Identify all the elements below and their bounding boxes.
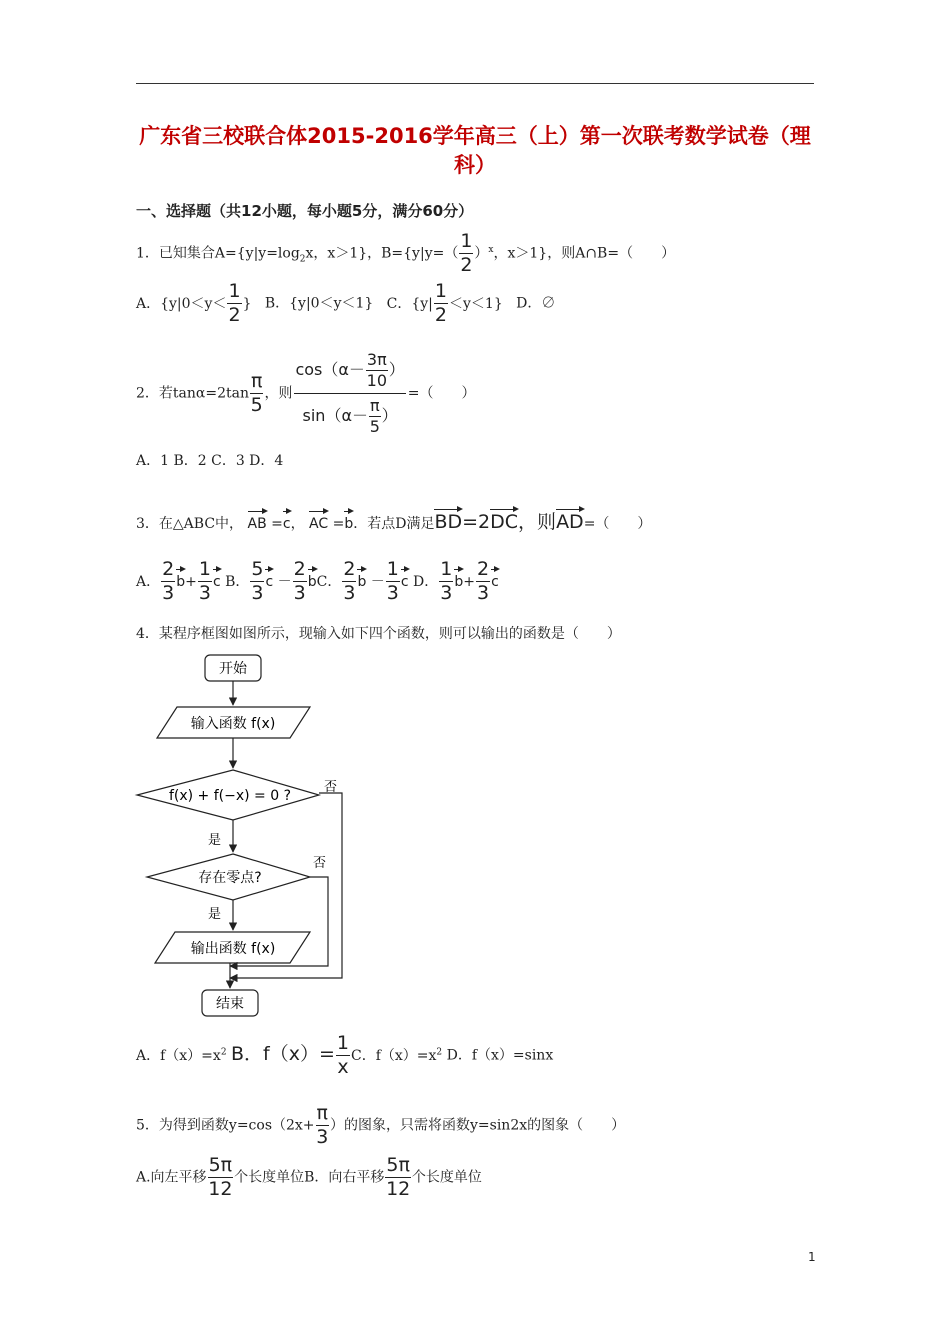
option-b: B．{y|0＜y＜1} <box>264 295 374 312</box>
flow-yes-label-1: 是 <box>208 833 222 848</box>
question-2-options: A．1 B．2 C．3 D．4 <box>136 453 284 469</box>
vector-b: b <box>344 516 354 532</box>
vector-bd: BD <box>434 511 463 533</box>
question-1-stem: 1．已知集合$A=\{y|y=\log_2x$，x＞1}，B={y|y=（ $\frac{1}{2}$ ）$^x$，x＞1}，则A∩B=（ ） <box>136 230 676 276</box>
page-number: 1 <box>808 1250 816 1264</box>
vector-ab: AB <box>247 516 267 532</box>
flow-end-label: 结束 <box>216 996 244 1012</box>
option-b: B． $\frac{5}{3}$ c － $\frac{2}{3}$ b <box>225 558 317 604</box>
vector-dc: DC <box>490 511 519 533</box>
option-c: C． $\frac{2}{3}$ b － $\frac{1}{3}$ c <box>316 558 409 604</box>
option-d: D． $\frac{1}{3}$ b+ $\frac{2}{3}$ c <box>413 558 499 604</box>
question-5-stem: 5．为得到函数y=cos（2x+ $\frac{\pi}{3}$ ）的图象，只需将函数y=sin2x的图象（ ） <box>136 1102 626 1148</box>
flow-no-label-2: 否 <box>313 856 327 871</box>
option-b: B．f（x）= $\frac{1}{x}$ <box>231 1032 349 1078</box>
vector-c: c <box>282 516 291 532</box>
flow-yes-label-2: 是 <box>208 907 222 922</box>
question-1-options <box>136 282 555 325</box>
question-4-stem: 4．某程序框图如图所示，现输入如下四个函数，则可以输出的函数是（ ） <box>136 626 621 642</box>
vector-ad: AD <box>556 511 584 533</box>
flow-input-label: 输入函数 f(x) <box>190 716 276 732</box>
page-title: 广东省三校联合体2015-2016学年高三（上）第一次联考数学试卷（理科） <box>139 124 811 177</box>
flow-decision-zero-label: 存在零点? <box>198 870 262 886</box>
section-heading: 一、选择题（共12小题，每小题5分，满分60分） <box>136 202 474 220</box>
vector-ac: AC <box>309 516 329 532</box>
option-a: A． $\frac{2}{3}$ b+ $\frac{1}{3}$ c <box>136 558 221 604</box>
flow-start-label: 开始 <box>219 661 247 677</box>
option-a: A．$f(x)=x^2$ <box>136 1046 227 1064</box>
option-d: D．∅ <box>516 295 556 312</box>
question-3-stem: 3．在△ABC中， AB =c， AC =b．若点D满足BD=2DC，则AD=（ ） <box>136 511 652 533</box>
question-2-stem: 2．若tanα=2tan $\frac{\pi}{5}$ ，则 cos（α－ $\frac{3\pi}{10}$ ） sin（α－ $\frac{\pi}{5}$ ） =（ ） <box>136 350 476 436</box>
question-3-options <box>136 560 499 603</box>
flowchart <box>130 650 370 1020</box>
flow-no-label-1: 否 <box>324 780 338 795</box>
option-c: C．$f(x)=x^2$ <box>351 1046 443 1064</box>
flow-decision-odd-label: f(x) + f(−x) = 0 ? <box>168 788 292 804</box>
flow-output-label: 输出函数 f(x) <box>190 941 276 957</box>
option-c: C．{y| $\frac{1}{2}$ ＜y＜1} <box>386 280 503 326</box>
header-rule <box>136 83 814 84</box>
question-5-options: A.向左平移 $\frac{5\pi}{12}$ 个长度单位B．向右平移 $\frac{5\pi}{12}$ 个长度单位 <box>136 1154 482 1200</box>
option-d: D．f（x）=sinx <box>446 1047 554 1064</box>
option-a: A．{y|0＜y＜ $\frac{1}{2}$ } <box>136 280 252 326</box>
question-4-options <box>136 1034 553 1077</box>
